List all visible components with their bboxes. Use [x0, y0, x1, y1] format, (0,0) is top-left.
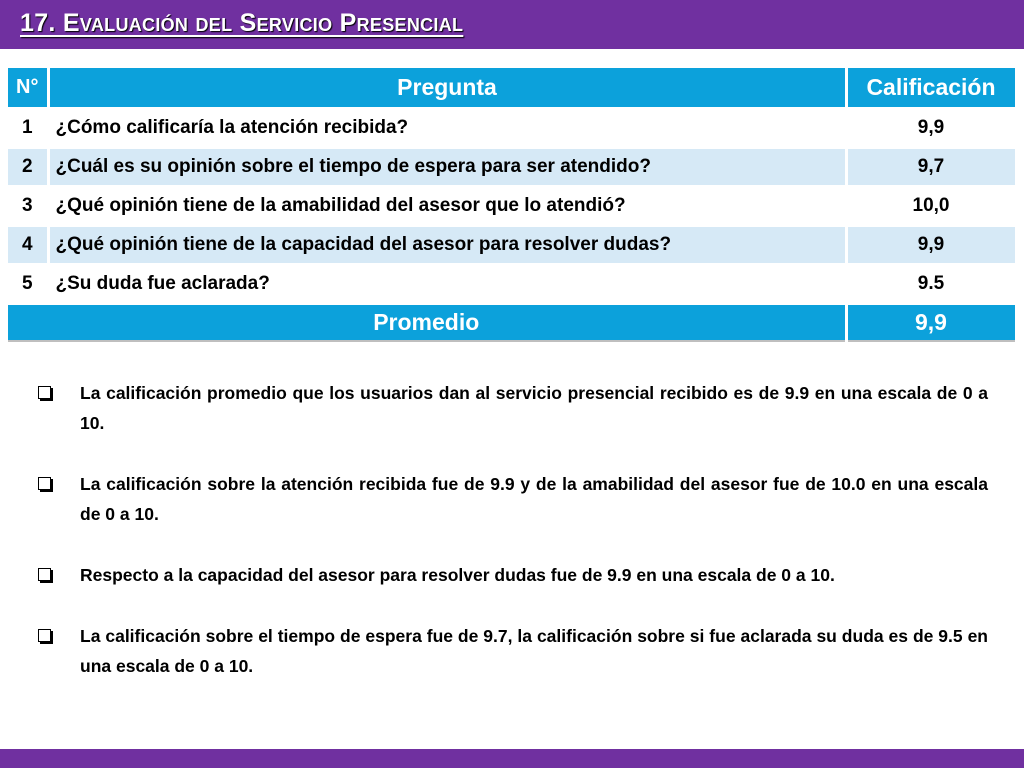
header-score: Calificación [846, 68, 1016, 108]
summary-bullet [38, 621, 988, 681]
row-number: 1 [8, 108, 48, 147]
row-question: ¿Cuál es su opinión sobre el tiempo de espera para ser atendido? [48, 147, 846, 186]
bullet-text: La calificación sobre la atención recibida fue de 9.9 y de la amabilidad del asesor fue de 10.0 en una escala de 0 a 10. [80, 474, 988, 524]
row-question: ¿Cómo calificaría la atención recibida? [48, 108, 846, 147]
checkbox-bullet-icon [38, 568, 51, 581]
row-question: ¿Qué opinión tiene de la amabilidad del asesor que lo atendió? [48, 186, 846, 225]
title-bar [0, 0, 1024, 49]
checkbox-bullet-icon [38, 629, 51, 642]
table-row [8, 225, 1016, 264]
table-header-row [8, 68, 1016, 108]
evaluation-table [8, 68, 1018, 342]
header-number: N° [8, 68, 48, 108]
average-score: 9,9 [846, 303, 1016, 341]
row-score: 9,7 [846, 147, 1016, 186]
table-row [8, 264, 1016, 303]
row-number: 3 [8, 186, 48, 225]
bullet-text: La calificación sobre el tiempo de espera fue de 9.7, la calificación sobre si fue aclarada su duda es de 9.5 en una escala de 0 a 10. [80, 626, 988, 676]
summary-bullet [38, 378, 988, 438]
bullet-text: Respecto a la capacidad del asesor para resolver dudas fue de 9.9 en una escala de 0 a 10. [80, 565, 835, 585]
table-row [8, 186, 1016, 225]
bottom-bar [0, 749, 1024, 768]
summary-bullet [38, 469, 988, 529]
row-score: 10,0 [846, 186, 1016, 225]
bullet-text: La calificación promedio que los usuarios dan al servicio presencial recibido es de 9.9 en una escala de 0 a 10. [80, 383, 988, 433]
row-score: 9.5 [846, 264, 1016, 303]
row-question: ¿Su duda fue aclarada? [48, 264, 846, 303]
row-score: 9,9 [846, 108, 1016, 147]
checkbox-bullet-icon [38, 386, 51, 399]
table-row [8, 108, 1016, 147]
row-number: 4 [8, 225, 48, 264]
row-question: ¿Qué opinión tiene de la capacidad del asesor para resolver dudas? [48, 225, 846, 264]
header-question: Pregunta [48, 68, 846, 108]
summary-bullets [38, 378, 988, 712]
row-score: 9,9 [846, 225, 1016, 264]
slide-title: 17. Evaluación del Servicio Presencial [20, 9, 464, 37]
table-row [8, 147, 1016, 186]
average-row [8, 303, 1016, 341]
average-label: Promedio [8, 303, 846, 341]
row-number: 5 [8, 264, 48, 303]
checkbox-bullet-icon [38, 477, 51, 490]
summary-bullet [38, 560, 988, 590]
row-number: 2 [8, 147, 48, 186]
